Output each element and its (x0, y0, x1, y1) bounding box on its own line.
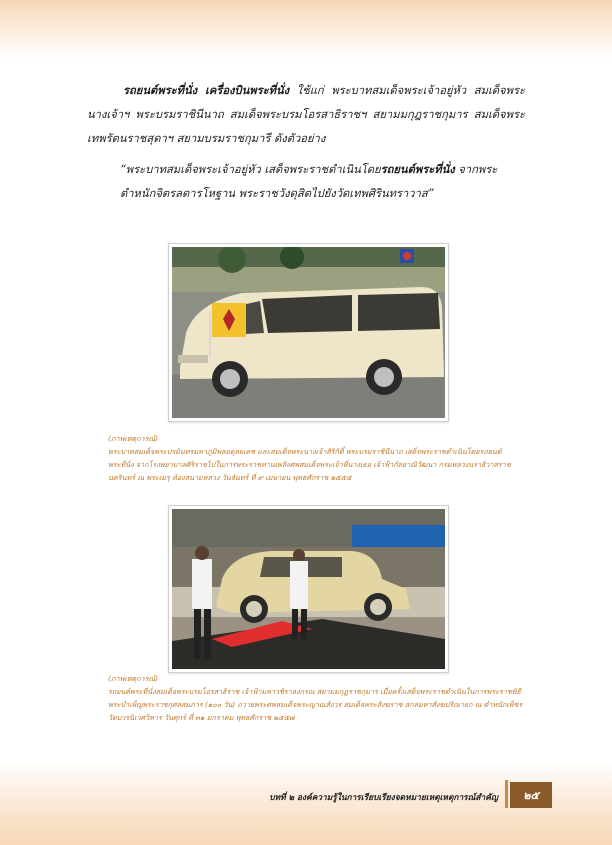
figure-caption-1 (108, 432, 524, 484)
intro-bold-term: รถยนต์พระที่นั่ง เครื่องบินพระที่นั่ง (123, 84, 290, 97)
royal-van-image (172, 247, 445, 418)
quote-bold-term: รถยนต์พระที่นั่ง (380, 163, 455, 176)
intro-paragraph (87, 79, 525, 151)
header-band (0, 0, 612, 60)
caption-text-2: รถยนต์พระที่นั่งสมเด็จพระบรมโอรสาธิราช เจ้าฟ้ามหาวชิราลงกรณ สยามมกุฎราชกุมาร เมื่อครั้งเสด็จพระราชดำเนินในการพระราชพิธีพระบำเพ็ญพระราชกุศลสมภาร (๑๐๐ วัน) ถวายพระศพสมเด็จพระญาณสังวร สมเด็จพระสังฆราช สกลมหาสังฆปริณายก ณ ตำหนักเพ็ชร วัดบวรนิเวศวิหาร วันศุกร์ ที่ ๓๑ มกราคม พุทธศักราช ๒๕๕๗ (108, 687, 523, 722)
photo-royal-car (168, 505, 449, 673)
caption-label-2: (ภาพเหตุการณ์) (108, 674, 158, 683)
photo-royal-van (168, 243, 449, 422)
page-number: ๒๕ (510, 782, 552, 808)
footer-divider (505, 780, 508, 808)
royal-car-image (172, 509, 445, 669)
quote-paragraph (120, 158, 520, 206)
caption-label-1: (ภาพเหตุการณ์) (108, 434, 158, 443)
figure-caption-2 (108, 672, 524, 724)
quote-text-1: “พระบาทสมเด็จพระเจ้าอยู่หัว เสด็จพระราชดำเนินโดย (120, 163, 381, 176)
quote-text-2: จากพระตำหนักจิตรลดารโหฐาน พระราชวังดุสิตไปยังวัดเทพศิรินทราวาส” (120, 163, 498, 200)
intro-text: ใช้แก่ พระบาทสมเด็จพระเจ้าอยู่หัว สมเด็จพระนางเจ้าฯ พระบรมราชินีนาถ สมเด็จพระบรมโอรสาธิราชฯ สยามมกุฎราชกุมาร สมเด็จพระเทพรัตนราชสุดาฯ สยามบรมราชกุมารี ดังตัวอย่าง (87, 84, 525, 145)
caption-text-1: พระบาทสมเด็จพระปรมินทรมหาภูมิพลอดุลยเดช และสมเด็จพระนางเจ้าสิริกิติ์ พระบรมราชินีนาถ เสด็จพระราชดำเนินโดยรถยนต์พระที่นั่ง จากโรงพยาบาลศิริราชไปในการพระราชทานเพลิงศพสมเด็จพระเจ้าพี่นางเธอ เจ้าฟ้ากัลยาณิวัฒนา กรมหลวงนราธิวาสราชนครินทร์ ณ พระเมรุ ท้องสนามหลวง วันจันทร์ ที่ ๙ เมษายน พุทธศักราช ๒๕๕๕ (108, 447, 511, 482)
chapter-title: บทที่ ๒ องค์ความรู้ในการเรียบเรียงจดหมายเหตุเหตุการณ์สำคัญ (269, 792, 498, 802)
